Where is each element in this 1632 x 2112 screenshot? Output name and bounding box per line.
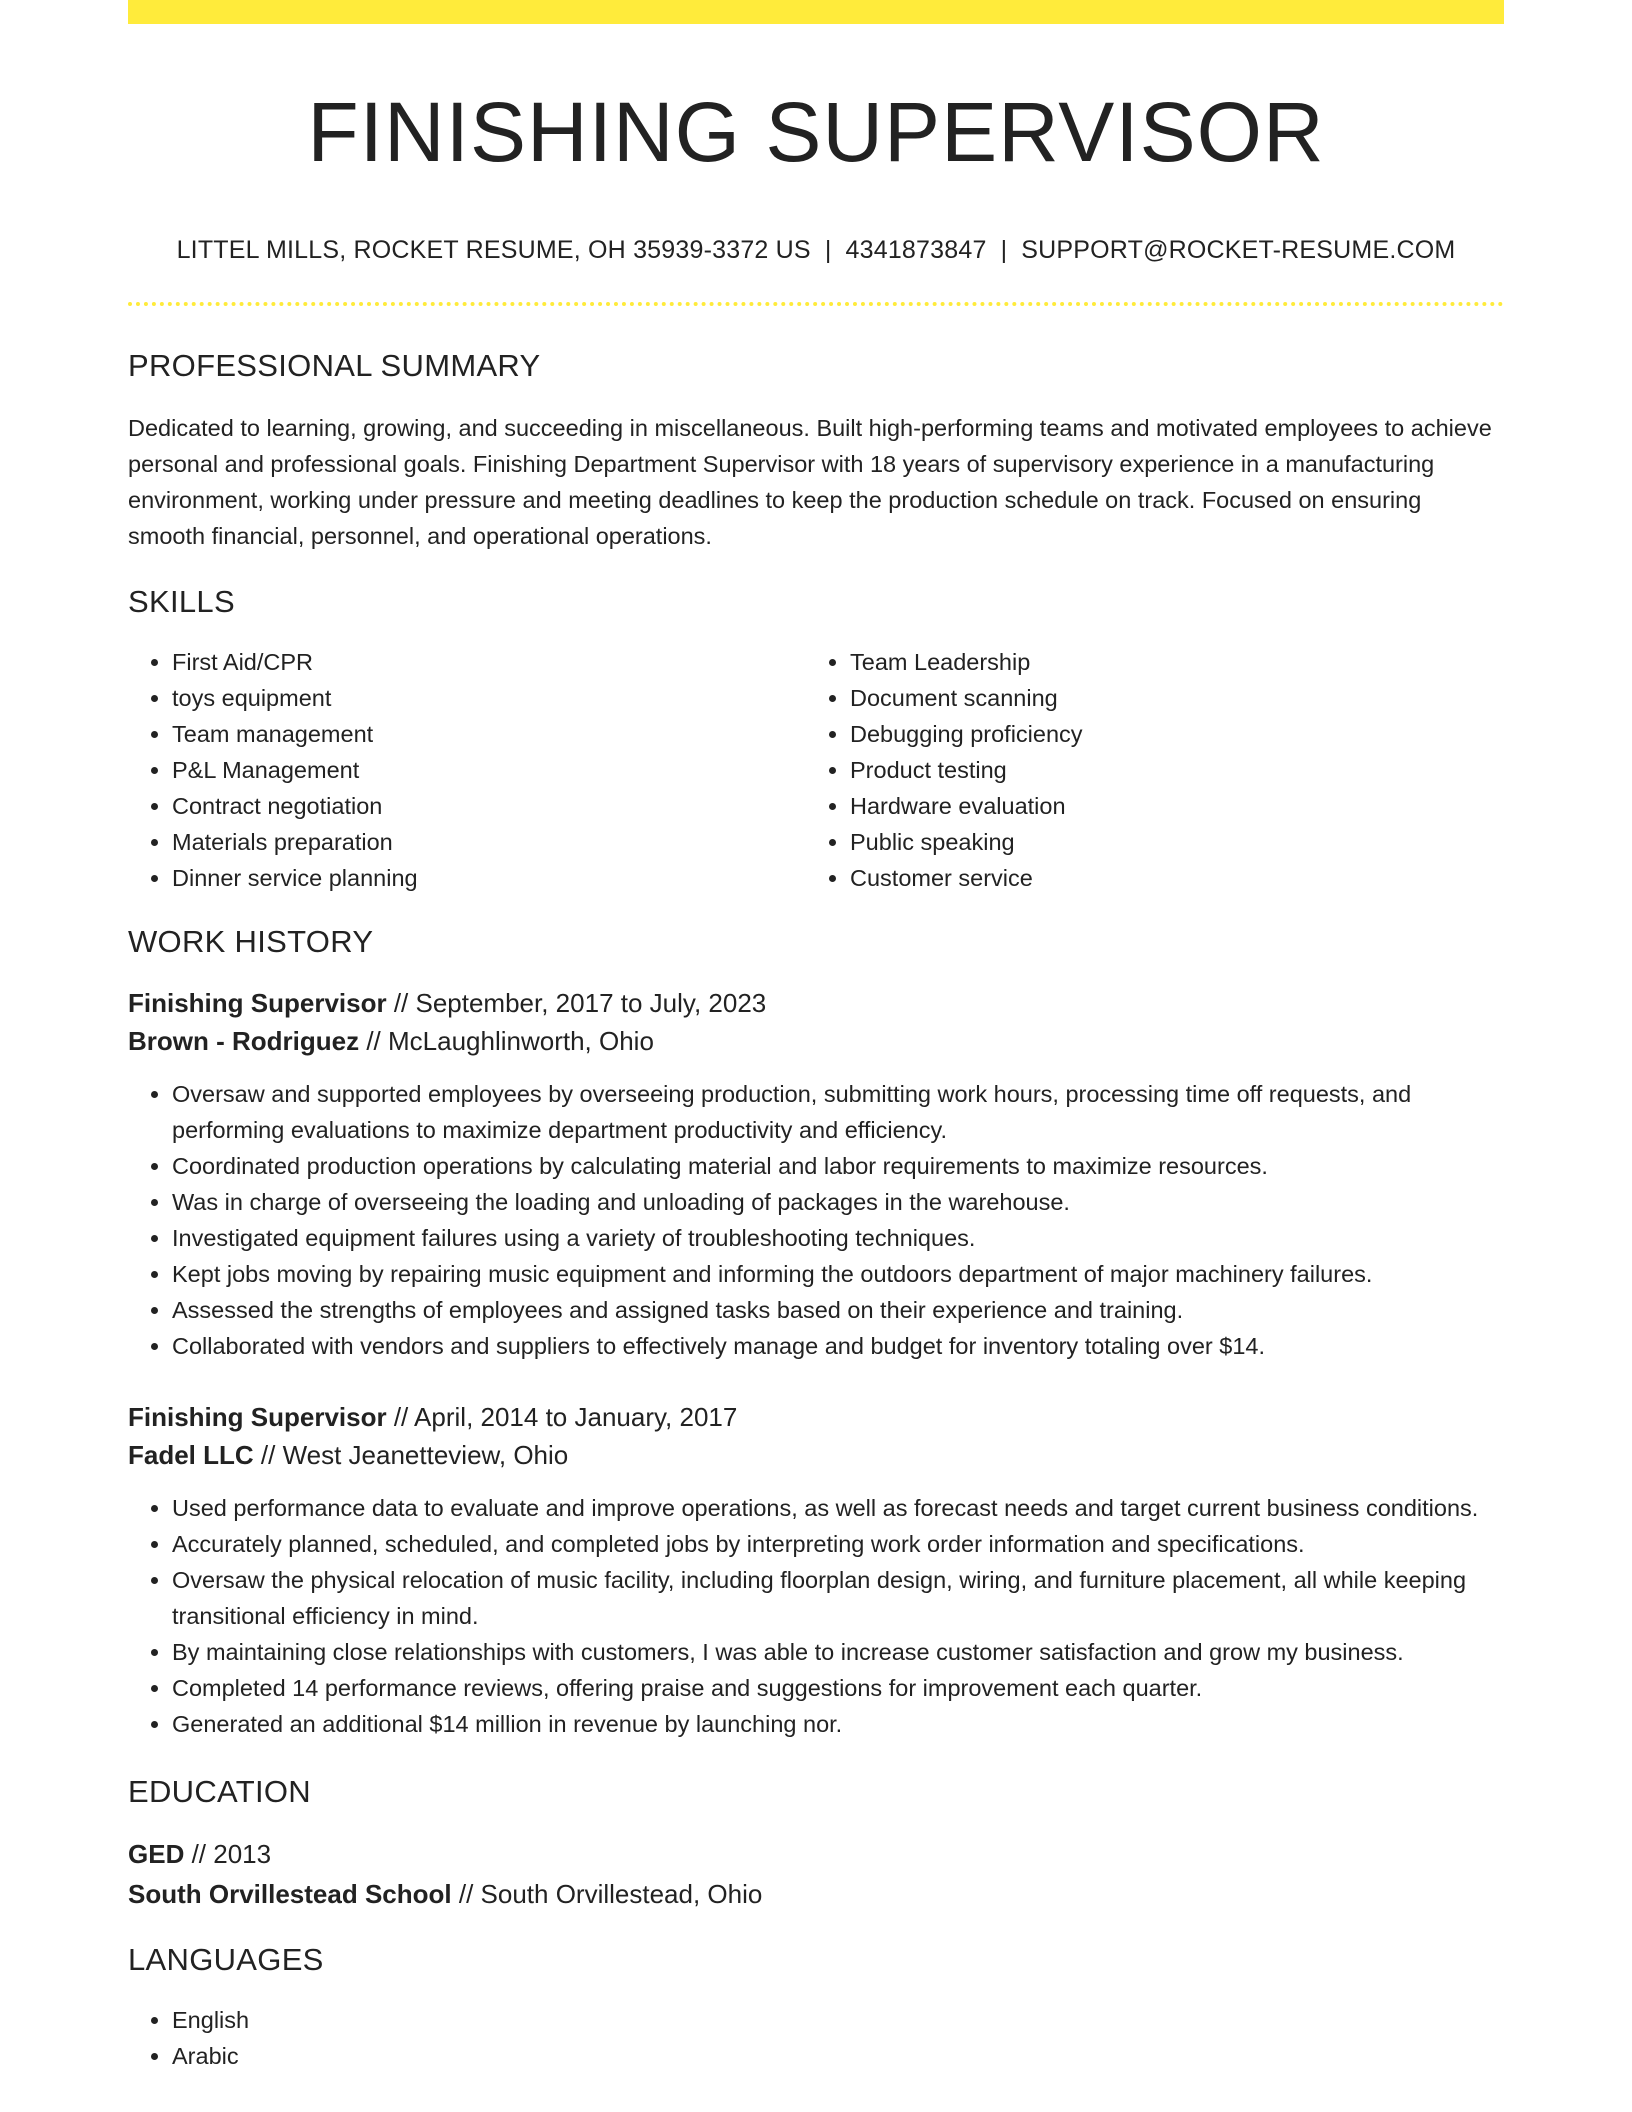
contact-separator: | <box>1000 236 1008 264</box>
skill-item: • Public speaking <box>850 824 1484 860</box>
language-item: • English <box>172 2002 1504 2038</box>
contact-separator: | <box>824 236 832 264</box>
dotted-divider <box>128 302 1504 306</box>
job-dates: // September, 2017 to July, 2023 <box>386 988 767 1018</box>
skill-item: • P&L Management <box>172 752 806 788</box>
skills-list-left <box>128 644 806 896</box>
job-bullets <box>128 1076 1504 1364</box>
job-bullet: • Generated an additional $14 million in revenue by launching nor. <box>172 1706 1504 1742</box>
job-bullet: • Completed 14 performance reviews, offering praise and suggestions for improvement each quarter. <box>172 1670 1504 1706</box>
education-heading: EDUCATION <box>128 1774 311 1809</box>
job-title: Finishing Supervisor <box>128 1402 387 1432</box>
contact-email: SUPPORT@ROCKET-RESUME.COM <box>1021 236 1456 264</box>
job-company: Brown - Rodriguez <box>128 1026 360 1056</box>
job-location: // West Jeanetteview, Ohio <box>253 1440 569 1470</box>
job-company-line <box>128 1436 1504 1474</box>
job-bullet: • Investigated equipment failures using a variety of troubleshooting techniques. <box>172 1220 1504 1256</box>
skill-item: • First Aid/CPR <box>172 644 806 680</box>
skill-item: • Hardware evaluation <box>850 788 1484 824</box>
job-bullet: • Used performance data to evaluate and improve operations, as well as forecast needs and target current business conditions. <box>172 1490 1504 1526</box>
skill-item: • Team Leadership <box>850 644 1484 680</box>
resume-content <box>128 0 1504 2074</box>
education-school-line <box>128 1874 1504 1914</box>
languages-heading: LANGUAGES <box>128 1942 324 1977</box>
education-degree-line <box>128 1834 1504 1874</box>
job-bullet: • Oversaw the physical relocation of music facility, including floorplan design, wiring, and furniture placement, all while keeping transitional efficiency in mind. <box>172 1562 1504 1634</box>
candidate-title: FINISHING SUPERVISOR <box>307 85 1325 179</box>
job-company: Fadel LLC <box>128 1440 254 1470</box>
contact-address: LITTEL MILLS, ROCKET RESUME, OH 35939-3372 US <box>176 236 811 264</box>
skill-item: • Materials preparation <box>172 824 806 860</box>
job-bullet: • By maintaining close relationships with customers, I was able to increase customer satisfaction and grow my business. <box>172 1634 1504 1670</box>
job-location: // McLaughlinworth, Ohio <box>359 1026 654 1056</box>
contact-phone: 4341873847 <box>845 236 987 264</box>
skill-item: • toys equipment <box>172 680 806 716</box>
job-bullet: • Was in charge of overseeing the loading and unloading of packages in the warehouse. <box>172 1184 1504 1220</box>
language-item: • Arabic <box>172 2038 1504 2074</box>
education-location: // South Orvillestead, Ohio <box>451 1879 763 1909</box>
job-company-line <box>128 1022 1504 1060</box>
job-bullet: • Collaborated with vendors and suppliers to effectively manage and budget for inventory totaling over $14. <box>172 1328 1504 1364</box>
contact-line <box>128 234 1504 266</box>
skills-list-right <box>806 644 1484 896</box>
job-title: Finishing Supervisor <box>128 988 387 1018</box>
skill-item: • Document scanning <box>850 680 1484 716</box>
job-title-line <box>128 1398 1504 1436</box>
skill-item: • Product testing <box>850 752 1484 788</box>
job-bullet: • Assessed the strengths of employees and assigned tasks based on their experience and training. <box>172 1292 1504 1328</box>
summary-text: Dedicated to learning, growing, and succeeding in miscellaneous. Built high-performing teams and motivated employees to achieve personal and professional goals. Finishing Department Supervisor with 18 years of supervisory experience in a manufacturing environment, working under pressure and meeting deadlines to keep the production schedule on track. Focused on ensuring smooth financial, personnel, and operational operations. <box>128 415 1492 549</box>
job-dates: // April, 2014 to January, 2017 <box>386 1402 738 1432</box>
job-entry <box>128 1398 1504 1742</box>
education-school: South Orvillestead School <box>128 1879 452 1909</box>
skill-item: • Debugging proficiency <box>850 716 1484 752</box>
languages-list <box>128 2002 1504 2074</box>
job-bullet: • Coordinated production operations by calculating material and labor requirements to maximize resources. <box>172 1148 1504 1184</box>
skills-grid <box>128 644 1504 896</box>
education-year: // 2013 <box>184 1839 272 1869</box>
job-bullet: • Accurately planned, scheduled, and completed jobs by interpreting work order information and specifications. <box>172 1526 1504 1562</box>
job-bullets <box>128 1490 1504 1742</box>
summary-heading: PROFESSIONAL SUMMARY <box>128 348 541 383</box>
skill-item: • Contract negotiation <box>172 788 806 824</box>
job-title-line <box>128 984 1504 1022</box>
job-bullet: • Kept jobs moving by repairing music equipment and informing the outdoors department of major machinery failures. <box>172 1256 1504 1292</box>
skill-item: • Team management <box>172 716 806 752</box>
job-entry <box>128 984 1504 1364</box>
skills-heading: SKILLS <box>128 584 235 619</box>
education-degree: GED <box>128 1839 185 1869</box>
work-history-heading: WORK HISTORY <box>128 924 374 959</box>
job-bullet: • Oversaw and supported employees by overseeing production, submitting work hours, processing time off requests, and performing evaluations to maximize department productivity and efficiency. <box>172 1076 1504 1148</box>
skill-item: • Dinner service planning <box>172 860 806 896</box>
skill-item: • Customer service <box>850 860 1484 896</box>
